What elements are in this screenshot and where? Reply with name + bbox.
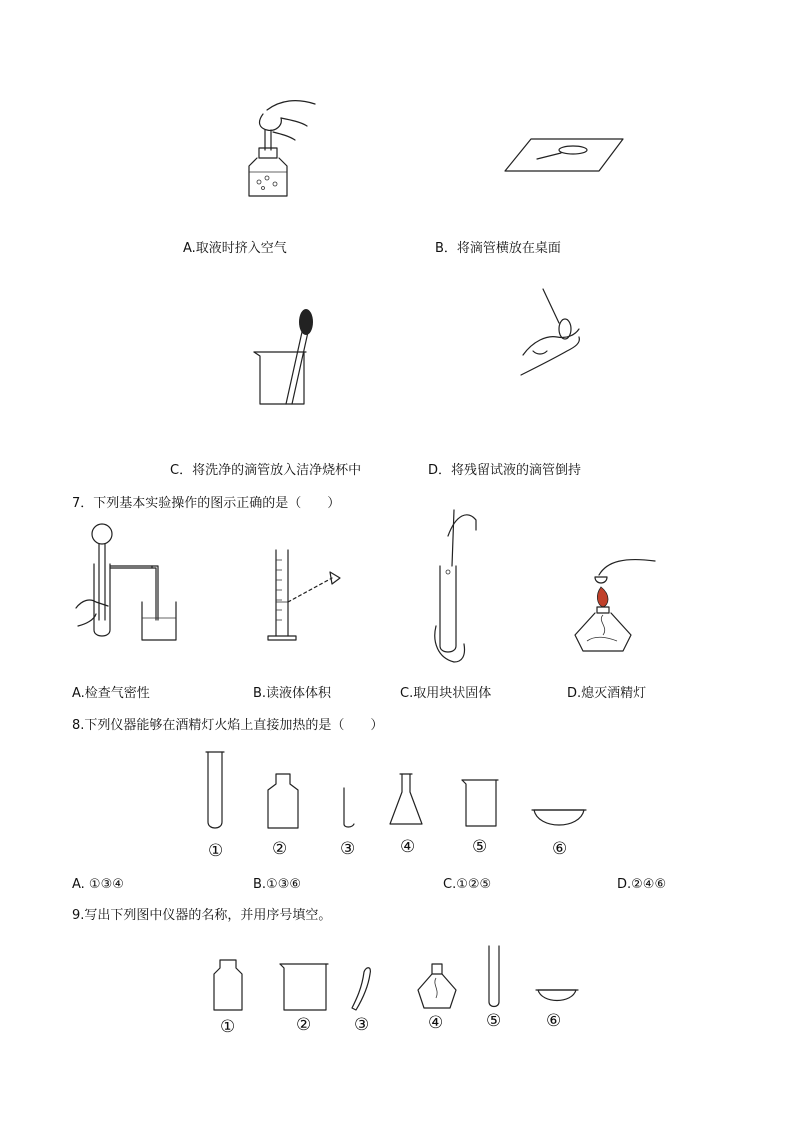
q9-evaporating-dish [538, 990, 576, 1001]
q9-label-6: ⑥ [546, 1011, 562, 1031]
q8-label-3: ③ [340, 839, 356, 859]
q8-option-b: B.①③⑥ [253, 877, 302, 892]
q8-evaporating-dish [534, 810, 584, 825]
q7-option-d: D.熄灭酒精灯 [567, 686, 647, 701]
q8-label-4: ④ [400, 837, 416, 857]
q7-option-c: C.取用块状固体 [400, 686, 492, 701]
q8-stem: 8.下列仪器能够在酒精灯火焰上直接加热的是（ ） [72, 718, 384, 733]
q6-option-b: B．将滴管横放在桌面 [435, 241, 561, 256]
q7-option-b: B.读液体体积 [253, 686, 332, 701]
figure-dropper-on-table [503, 135, 633, 185]
q9-label-5: ⑤ [486, 1011, 502, 1031]
q9-label-2: ② [296, 1015, 312, 1035]
figure-extinguish-lamp [565, 555, 665, 655]
q7-option-a: A.检查气密性 [72, 686, 150, 701]
q8-option-d: D.②④⑥ [617, 877, 667, 892]
q8-apparatus-figure [196, 748, 596, 860]
q9-apparatus-figure [196, 942, 616, 1042]
q8-label-5: ⑤ [472, 837, 488, 857]
figure-airtightness-check [72, 520, 192, 650]
q9-reagent-bottle [214, 960, 242, 1010]
figure-dropper-inverted [513, 285, 603, 385]
q6-option-d: D．将残留试液的滴管倒持 [428, 463, 582, 478]
figure-dropper-in-beaker [250, 308, 330, 408]
figure-dropper-air-squeeze [235, 92, 335, 202]
q8-label-2: ② [272, 839, 288, 859]
q9-beaker [280, 964, 326, 1010]
q8-option-c: C.①②⑤ [443, 877, 492, 892]
q6-option-a: A.取液时挤入空气 [183, 241, 287, 256]
q9-label-4: ④ [428, 1013, 444, 1033]
q6-option-c: C．将洗净的滴管放入洁净烧杯中 [170, 463, 362, 478]
figure-take-block-solid [428, 506, 498, 666]
q7-stem: 7．下列基本实验操作的图示正确的是（ ） [72, 496, 341, 511]
q8-test-tube [208, 752, 222, 828]
q8-label-6: ⑥ [552, 839, 568, 859]
q9-test-tube [489, 946, 499, 1007]
q9-label-3: ③ [354, 1015, 370, 1035]
q9-stem: 9.写出下列图中仪器的名称，并用序号填空。 [72, 908, 332, 923]
q8-spoon [344, 788, 354, 827]
q9-label-1: ① [220, 1017, 236, 1037]
q9-alcohol-lamp [432, 964, 442, 974]
q9-spatula [352, 968, 370, 1010]
q8-label-1: ① [208, 841, 224, 861]
q8-reagent-bottle [268, 774, 298, 828]
q8-beaker [462, 780, 496, 826]
q8-conical-flask [390, 774, 422, 824]
q8-option-a: A. ①③④ [72, 877, 124, 892]
figure-read-cylinder [262, 548, 352, 648]
